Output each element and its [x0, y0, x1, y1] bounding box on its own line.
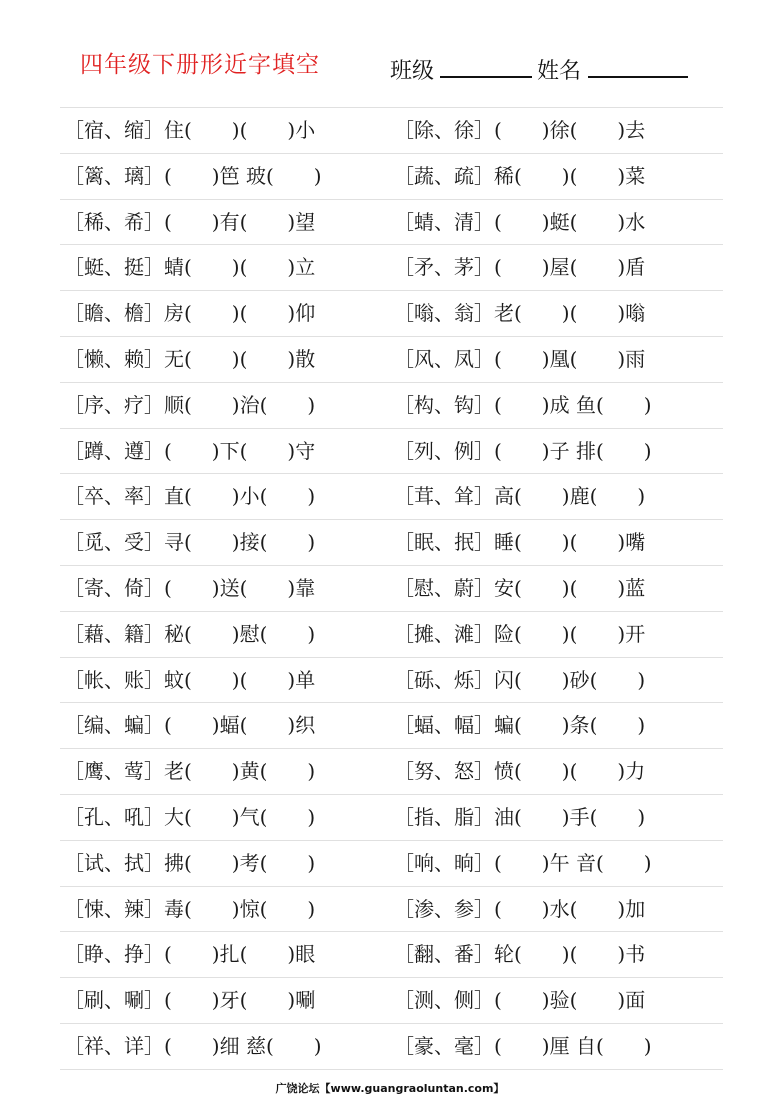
exercise-right[interactable]: ［慰、蔚］安( )( )蓝	[394, 575, 646, 600]
name-label: 姓名	[537, 59, 582, 84]
exercise-right[interactable]: ［响、晌］( )午 音( )	[394, 850, 652, 875]
exercise-right[interactable]: ［构、钩］( )成 鱼( )	[394, 392, 652, 417]
exercise-row	[60, 245, 723, 291]
exercise-right[interactable]: ［矛、茅］( )屋( )盾	[394, 255, 646, 280]
exercise-left[interactable]: ［瞻、檐］房( )( )仰	[64, 301, 316, 326]
exercise-left[interactable]: ［篱、璃］( )笆 玻( )	[64, 163, 322, 188]
exercise-table	[60, 107, 723, 1070]
footer-source: 广饶论坛【www.guangraoluntan.com】	[275, 1082, 505, 1095]
exercise-right[interactable]: ［蔬、疏］稀( )( )菜	[394, 163, 646, 188]
exercise-left[interactable]: ［试、拭］拂( )考( )	[64, 850, 316, 875]
exercise-right[interactable]: ［砾、烁］闪( )砂( )	[394, 667, 646, 692]
exercise-left[interactable]: ［鹰、莺］老( )黄( )	[64, 759, 316, 784]
exercise-row	[60, 703, 723, 749]
exercise-right[interactable]: ［风、凤］( )凰( )雨	[394, 346, 646, 371]
exercise-right[interactable]: ［指、脂］油( )手( )	[394, 804, 646, 829]
exercise-left[interactable]: ［宿、缩］住( )( )小	[64, 118, 316, 142]
exercise-row	[60, 108, 723, 154]
exercise-left[interactable]: ［序、疗］顺( )治( )	[64, 392, 316, 417]
exercise-left[interactable]: ［蹲、遵］( )下( )守	[64, 438, 316, 463]
exercise-row	[60, 1024, 723, 1070]
exercise-row	[60, 520, 723, 566]
exercise-row	[60, 429, 723, 475]
exercise-left[interactable]: ［祥、详］( )细 慈( )	[64, 1033, 322, 1058]
exercise-row	[60, 749, 723, 795]
exercise-right[interactable]: ［除、徐］( )徐( )去	[394, 118, 646, 142]
exercise-row	[60, 154, 723, 200]
exercise-left[interactable]: ［蜓、挺］蜻( )( )立	[64, 255, 316, 280]
exercise-left[interactable]: ［藉、籍］秘( )慰( )	[64, 621, 316, 646]
exercise-row	[60, 337, 723, 383]
exercise-row	[60, 887, 723, 933]
name-blank-line[interactable]	[588, 76, 688, 78]
exercise-left[interactable]: ［懒、赖］无( )( )散	[64, 346, 316, 371]
exercise-right[interactable]: ［豪、毫］( )厘 自( )	[394, 1033, 652, 1058]
exercise-row	[60, 658, 723, 704]
exercise-right[interactable]: ［茸、耸］高( )鹿( )	[394, 484, 646, 509]
exercise-right[interactable]: ［摊、滩］险( )( )开	[394, 621, 646, 646]
exercise-row	[60, 383, 723, 429]
exercise-right[interactable]: ［眠、抿］睡( )( )嘴	[394, 530, 646, 555]
exercise-left[interactable]: ［孔、吼］大( )气( )	[64, 804, 316, 829]
exercise-right[interactable]: ［蝠、幅］蝙( )条( )	[394, 713, 646, 738]
exercise-right[interactable]: ［努、怒］愤( )( )力	[394, 759, 646, 784]
exercise-left[interactable]: ［编、蝙］( )蝠( )织	[64, 713, 316, 738]
exercise-right[interactable]: ［列、例］( )子 排( )	[394, 438, 652, 463]
exercise-row	[60, 200, 723, 246]
exercise-left[interactable]: ［觅、受］寻( )接( )	[64, 530, 316, 555]
page-title: 四年级下册形近字填空	[80, 52, 320, 78]
exercise-row	[60, 291, 723, 337]
exercise-row	[60, 841, 723, 887]
exercise-left[interactable]: ［稀、希］( )有( )望	[64, 209, 316, 234]
exercise-row	[60, 795, 723, 841]
exercise-right[interactable]: ［翻、番］轮( )( )书	[394, 942, 646, 967]
exercise-left[interactable]: ［寄、倚］( )送( )靠	[64, 575, 316, 600]
exercise-left[interactable]: ［刷、唰］( )牙( )唰	[64, 988, 316, 1013]
exercise-row	[60, 612, 723, 658]
worksheet-header	[0, 0, 780, 100]
exercise-right[interactable]: ［嗡、翁］老( )( )嗡	[394, 301, 646, 326]
exercise-right[interactable]: ［蜻、清］( )蜓( )水	[394, 209, 646, 234]
exercise-left[interactable]: ［帐、账］蚊( )( )单	[64, 667, 316, 692]
exercise-left[interactable]: ［悚、辣］毒( )惊( )	[64, 896, 316, 921]
exercise-right[interactable]: ［渗、参］( )水( )加	[394, 896, 646, 921]
class-label: 班级	[390, 59, 435, 84]
exercise-row	[60, 474, 723, 520]
exercise-left[interactable]: ［卒、率］直( )小( )	[64, 484, 316, 509]
exercise-right[interactable]: ［测、侧］( )验( )面	[394, 988, 646, 1013]
exercise-row	[60, 978, 723, 1024]
exercise-left[interactable]: ［睁、挣］( )扎( )眼	[64, 942, 316, 967]
class-blank-line[interactable]	[440, 76, 532, 78]
exercise-row	[60, 932, 723, 978]
exercise-row	[60, 566, 723, 612]
